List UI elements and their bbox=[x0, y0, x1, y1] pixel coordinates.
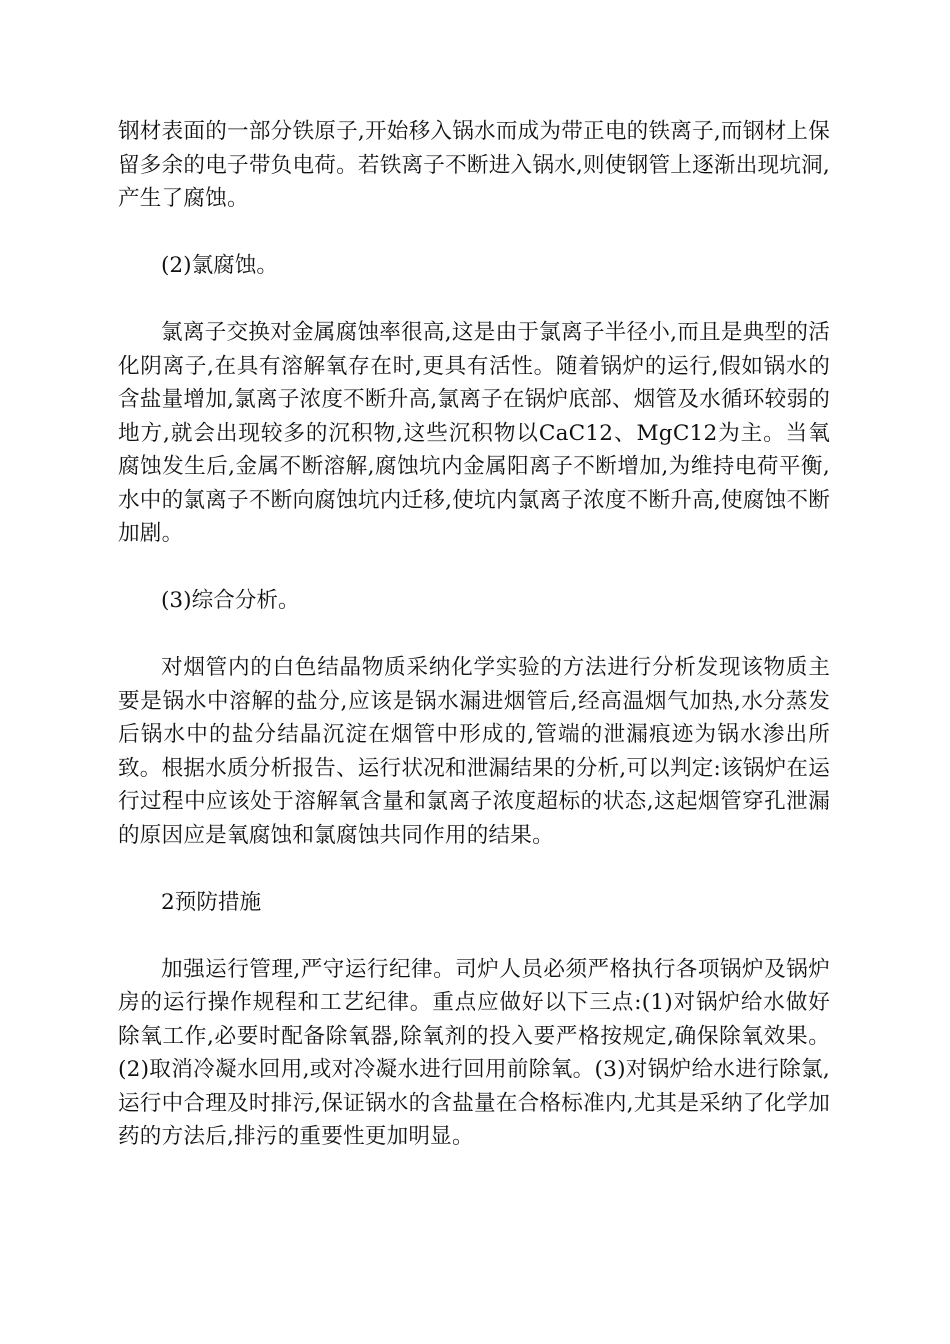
paragraph-comprehensive-analysis: 对烟管内的白色结晶物质采纳化学实验的方法进行分析发现该物质主要是锅水中溶解的盐分,应该是锅水漏进烟管后,经高温烟气加热,水分蒸发后锅水中的盐分结晶沉淀在烟管中形成的,管端的泄漏痕迹为锅水渗出所致。根据水质分析报告、运行状况和泄漏结果的分析,可以判定:该锅炉在运行过程中应该处于溶解氧含量和氯离子浓度超标的状态,这起烟管穿孔泄漏的原因应是氧腐蚀和氯腐蚀共同作用的结果。 bbox=[118, 655, 830, 848]
section-heading-preventive-measures: 2预防措施 bbox=[161, 889, 262, 915]
section-heading-comprehensive-analysis: (3)综合分析。 bbox=[161, 588, 300, 613]
section-heading-chloride-corrosion: (2)氯腐蚀。 bbox=[161, 253, 278, 278]
paragraph-chloride-corrosion: 氯离子交换对金属腐蚀率很高,这是由于氯离子半径小,而且是典型的活化阴离子,在具有溶解氧存在时,更具有活性。随着锅炉的运行,假如锅水的含盐量增加,氯离子浓度不断升高,氯离子在锅炉底部、烟管及水循环较弱的地方,就会出现较多的沉积物,这些沉积物以CaC12、MgC12为主。当氧腐蚀发生后,金属不断溶解,腐蚀坑内金属阳离子不断增加,为维持电荷平衡,水中的氯离子不断向腐蚀坑内迁移,使坑内氯离子浓度不断升高,使腐蚀不断加剧。 bbox=[118, 320, 830, 546]
document-body bbox=[118, 115, 830, 1187]
paragraph-iron-corrosion-continued: 钢材表面的一部分铁原子,开始移入锅水而成为带正电的铁离子,而钢材上保留多余的电子带负电荷。若铁离子不断进入锅水,则使钢管上逐渐出现坑洞,产生了腐蚀。 bbox=[118, 119, 830, 211]
paragraph-preventive-measures: 加强运行管理,严守运行纪律。司炉人员必须严格执行各项锅炉及锅炉房的运行操作规程和工艺纪律。重点应做好以下三点:(1)对锅炉给水做好除氧工作,必要时配备除氧器,除氧剂的投入要严格按规定,确保除氧效果。(2)取消冷凝水回用,或对冷凝水进行回用前除氧。(3)对锅炉给水进行除氯,运行中合理及时排污,保证锅水的含盐量在合格标准内,尤其是采纳了化学加药的方法后,排污的重要性更加明显。 bbox=[118, 956, 830, 1149]
